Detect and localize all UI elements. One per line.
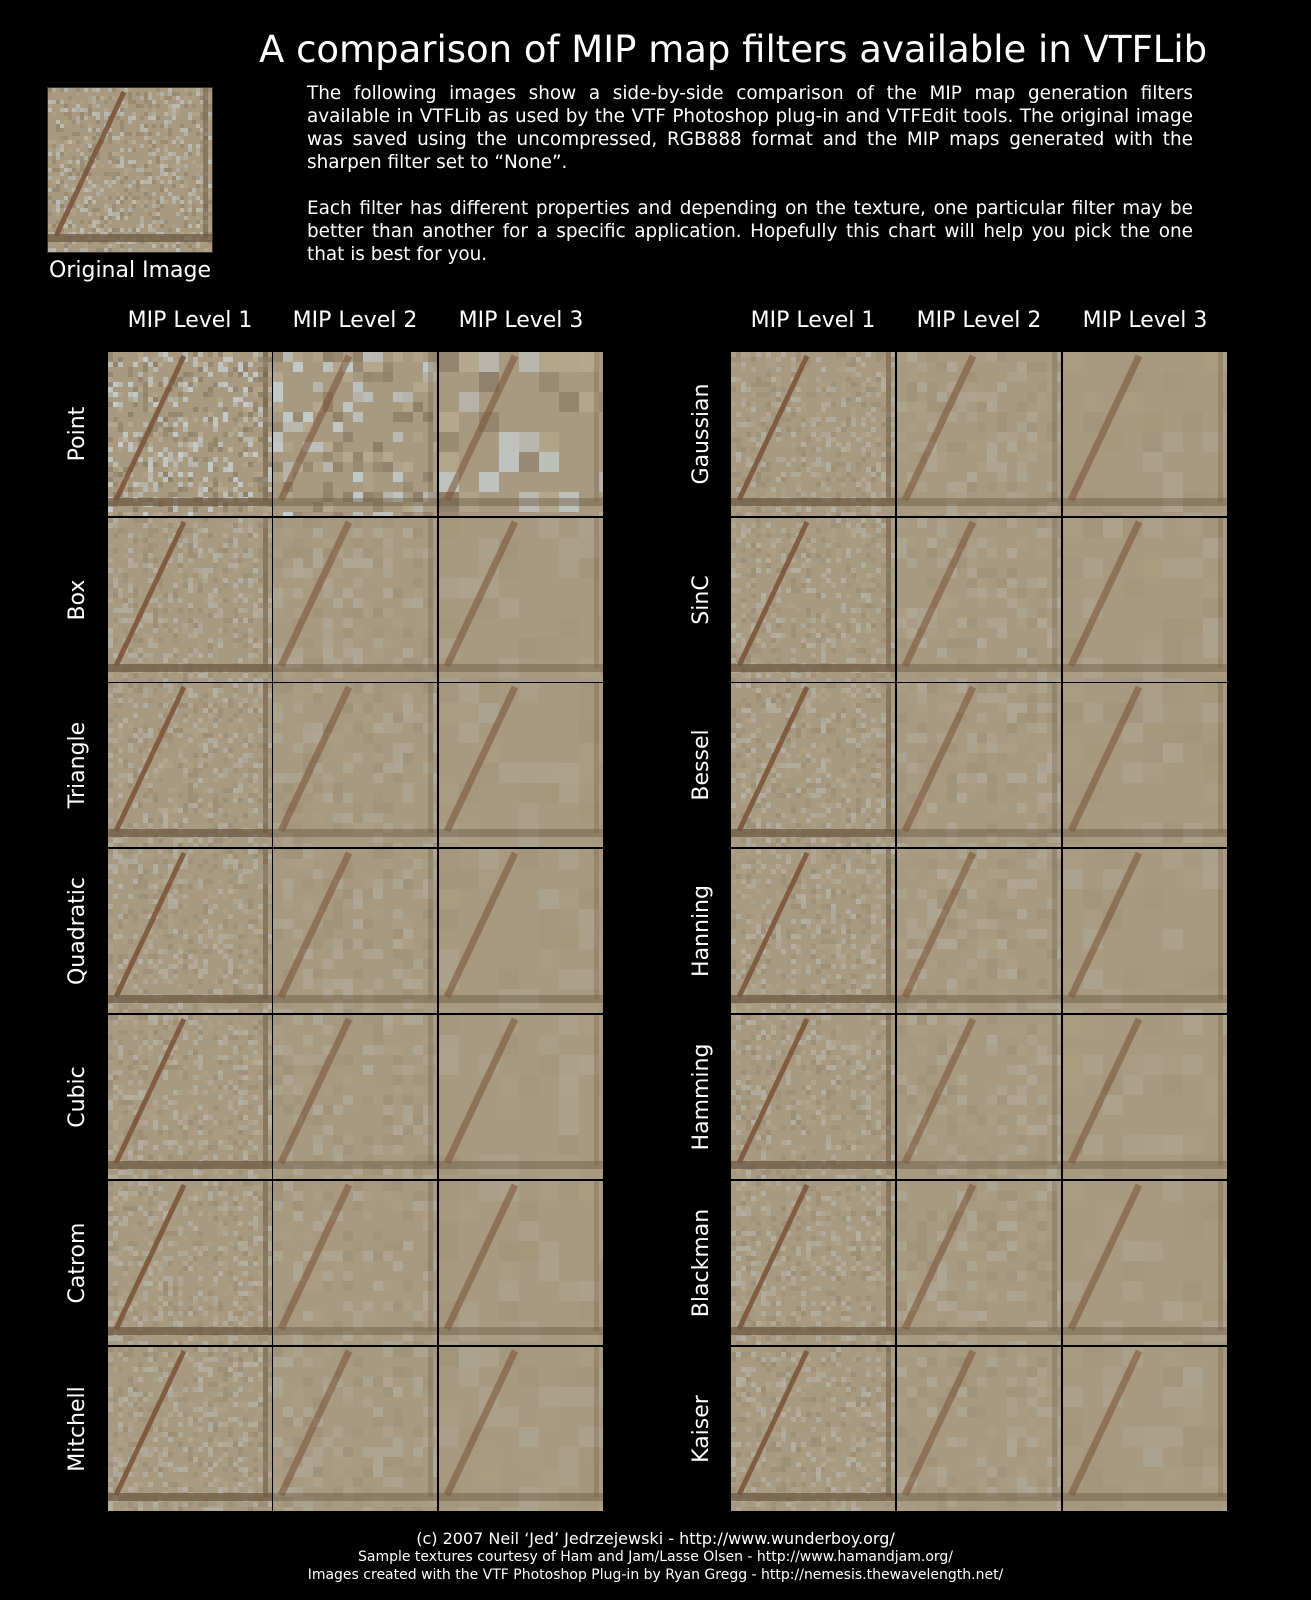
mip-tile-kaiser-mip-level-3 <box>1063 1347 1227 1511</box>
mip-texture <box>731 683 895 847</box>
mip-tile-blackman-mip-level-2 <box>897 1181 1061 1345</box>
mip-tile-blackman-mip-level-1 <box>731 1181 895 1345</box>
mip-texture <box>897 1347 1061 1511</box>
mip-texture <box>439 1181 603 1345</box>
mip-texture <box>1063 1347 1227 1511</box>
mip-tile-triangle-mip-level-2 <box>273 683 437 847</box>
mip-texture <box>273 1015 437 1179</box>
original-texture <box>48 88 212 252</box>
mip-texture <box>1063 518 1227 682</box>
mip-tile-hanning-mip-level-2 <box>897 849 1061 1013</box>
mip-texture <box>731 849 895 1013</box>
mip-tile-kaiser-mip-level-1 <box>731 1347 895 1511</box>
mip-texture <box>439 352 603 516</box>
mip-texture <box>731 1347 895 1511</box>
mip-tile-mitchell-mip-level-2 <box>273 1347 437 1511</box>
mip-tile-point-mip-level-3 <box>439 352 603 516</box>
mip-tile-triangle-mip-level-1 <box>108 683 272 847</box>
mip-texture <box>1063 352 1227 516</box>
filter-label-cubic: Cubic <box>65 1066 90 1128</box>
filter-label-catrom: Catrom <box>65 1222 90 1304</box>
mip-texture <box>108 1181 272 1345</box>
mip-tile-cubic-mip-level-3 <box>439 1015 603 1179</box>
mip-tile-gaussian-mip-level-1 <box>731 352 895 516</box>
mip-texture <box>108 518 272 682</box>
mip-tile-hamming-mip-level-1 <box>731 1015 895 1179</box>
footer-copyright: (c) 2007 Neil ‘Jed’ Jedrzejewski - http://www.wunderboy.org/ <box>416 1529 895 1548</box>
filter-label-hamming: Hamming <box>689 1043 714 1151</box>
mip-texture <box>273 849 437 1013</box>
mip-texture <box>1063 683 1227 847</box>
mip-texture <box>897 683 1061 847</box>
footer-textures-credit: Sample textures courtesy of Ham and Jam/Lasse Olsen - http://www.hamandjam.org/ <box>357 1549 953 1565</box>
mip-tile-quadratic-mip-level-2 <box>273 849 437 1013</box>
footer <box>0 1529 1311 1584</box>
mip-texture <box>731 518 895 682</box>
mip-tile-cubic-mip-level-1 <box>108 1015 272 1179</box>
mip-texture <box>273 1181 437 1345</box>
mip-texture <box>897 1015 1061 1179</box>
mip-texture <box>1063 1181 1227 1345</box>
intro-text <box>307 82 1193 289</box>
mip-tile-blackman-mip-level-3 <box>1063 1181 1227 1345</box>
mip-texture <box>439 1347 603 1511</box>
mip-texture <box>108 683 272 847</box>
mip-tile-hanning-mip-level-3 <box>1063 849 1227 1013</box>
column-header: MIP Level 3 <box>458 308 584 333</box>
mip-texture <box>439 849 603 1013</box>
mip-texture <box>439 683 603 847</box>
mip-texture <box>439 518 603 682</box>
mip-tile-box-mip-level-2 <box>273 518 437 682</box>
mip-tile-triangle-mip-level-3 <box>439 683 603 847</box>
mip-texture <box>108 1015 272 1179</box>
mip-texture <box>897 849 1061 1013</box>
mip-tile-gaussian-mip-level-3 <box>1063 352 1227 516</box>
filter-label-point: Point <box>65 406 90 462</box>
original-image <box>47 87 213 253</box>
filter-label-triangle: Triangle <box>65 721 90 809</box>
mip-tile-sinc-mip-level-2 <box>897 518 1061 682</box>
mip-texture <box>1063 1015 1227 1179</box>
mip-texture <box>108 352 272 516</box>
mip-tile-box-mip-level-3 <box>439 518 603 682</box>
column-header: MIP Level 1 <box>750 308 876 333</box>
mip-tile-mitchell-mip-level-1 <box>108 1347 272 1511</box>
filter-label-blackman: Blackman <box>689 1208 714 1318</box>
mip-texture <box>731 1015 895 1179</box>
mip-tile-quadratic-mip-level-3 <box>439 849 603 1013</box>
mip-tile-catrom-mip-level-2 <box>273 1181 437 1345</box>
mip-tile-gaussian-mip-level-2 <box>897 352 1061 516</box>
mip-texture <box>108 849 272 1013</box>
mip-tile-bessel-mip-level-2 <box>897 683 1061 847</box>
mip-texture <box>1063 849 1227 1013</box>
filter-label-kaiser: Kaiser <box>689 1395 714 1463</box>
filter-label-mitchell: Mitchell <box>65 1386 90 1472</box>
mip-texture <box>273 1347 437 1511</box>
mip-tile-bessel-mip-level-3 <box>1063 683 1227 847</box>
mip-tile-sinc-mip-level-1 <box>731 518 895 682</box>
mip-texture <box>731 352 895 516</box>
mip-tile-hamming-mip-level-3 <box>1063 1015 1227 1179</box>
mip-texture <box>273 352 437 516</box>
mip-texture <box>439 1015 603 1179</box>
mip-texture <box>897 1181 1061 1345</box>
original-image-label: Original Image <box>49 258 211 283</box>
filter-label-quadratic: Quadratic <box>65 876 90 986</box>
mip-texture <box>273 518 437 682</box>
mip-tile-bessel-mip-level-1 <box>731 683 895 847</box>
page-title: A comparison of MIP map filters available in VTFLib <box>259 28 1208 71</box>
filter-label-hanning: Hanning <box>689 885 714 977</box>
mip-texture <box>731 1181 895 1345</box>
mip-tile-catrom-mip-level-1 <box>108 1181 272 1345</box>
filter-label-sinc: SinC <box>689 575 714 625</box>
column-header: MIP Level 1 <box>127 308 253 333</box>
mip-texture <box>108 1347 272 1511</box>
mip-tile-quadratic-mip-level-1 <box>108 849 272 1013</box>
column-header: MIP Level 2 <box>292 308 418 333</box>
mip-tile-cubic-mip-level-2 <box>273 1015 437 1179</box>
mip-tile-kaiser-mip-level-2 <box>897 1347 1061 1511</box>
mip-tile-point-mip-level-1 <box>108 352 272 516</box>
column-header: MIP Level 2 <box>916 308 1042 333</box>
filter-label-bessel: Bessel <box>689 729 714 801</box>
mip-tile-point-mip-level-2 <box>273 352 437 516</box>
mip-tile-catrom-mip-level-3 <box>439 1181 603 1345</box>
intro-paragraph-1: The following images show a side-by-side comparison of the MIP map generation filters available in VTFLib as used by the VTF Photoshop plug-in and VTFEdit tools. The original image was saved using the uncompressed, RGB888 format and the MIP maps generated with the sharpen filter set to “None”. <box>307 83 1193 173</box>
footer-plugin-credit: Images created with the VTF Photoshop Plug-in by Ryan Gregg - http://nemesis.thewavelength.net/ <box>307 1567 1004 1583</box>
mip-tile-box-mip-level-1 <box>108 518 272 682</box>
mip-tile-mitchell-mip-level-3 <box>439 1347 603 1511</box>
mip-texture <box>897 518 1061 682</box>
filter-label-box: Box <box>65 579 90 621</box>
intro-paragraph-2: Each filter has different properties and depending on the texture, one particular filter may be better than another for a specific application. Hopefully this chart will help you pick the one that is best for you. <box>307 198 1193 265</box>
filter-label-gaussian: Gaussian <box>689 383 714 485</box>
mip-texture <box>273 683 437 847</box>
mip-tile-hanning-mip-level-1 <box>731 849 895 1013</box>
mip-texture <box>897 352 1061 516</box>
column-header: MIP Level 3 <box>1082 308 1208 333</box>
mip-tile-sinc-mip-level-3 <box>1063 518 1227 682</box>
mip-tile-hamming-mip-level-2 <box>897 1015 1061 1179</box>
